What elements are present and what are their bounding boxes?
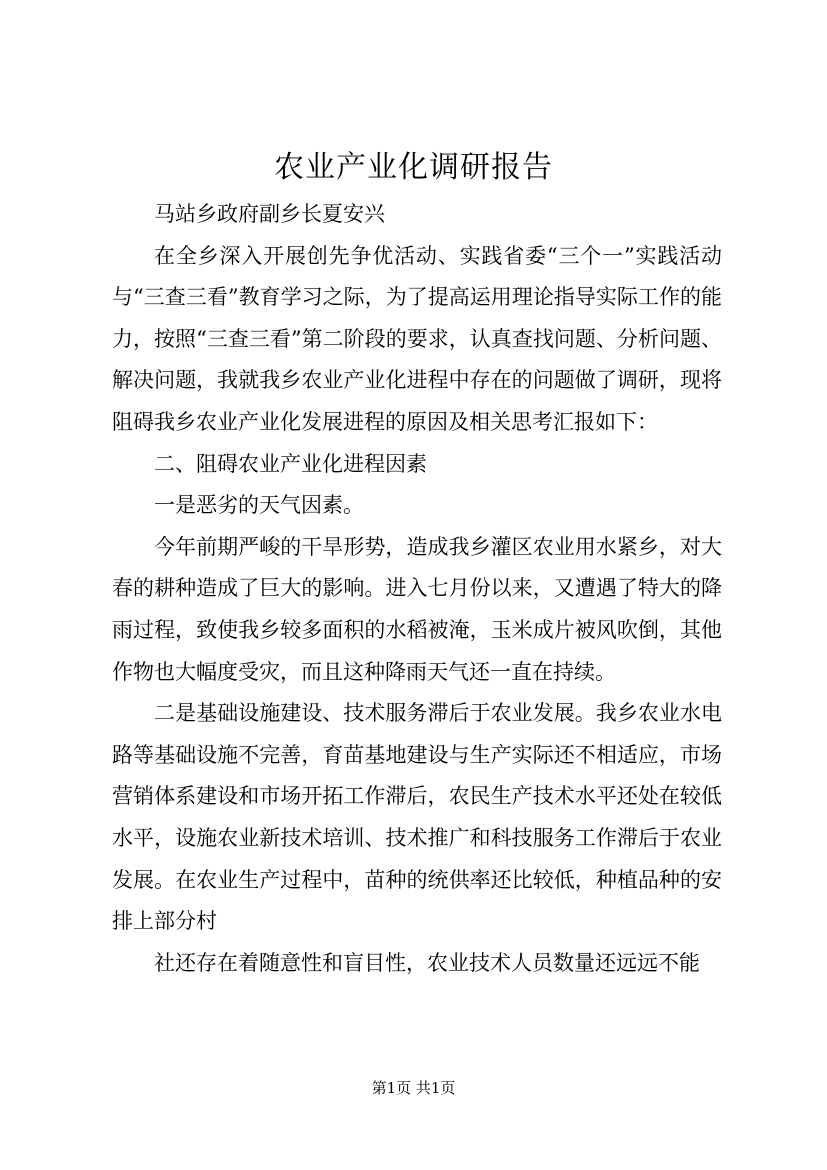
document-body: [112, 194, 722, 984]
page-footer: 第1页 共1页: [371, 1079, 456, 1097]
document-title: 农业产业化调研报告: [274, 150, 553, 185]
paragraph-infrastructure: 二是基础设施建设、技术服务滞后于农业发展。我乡农业水电路等基础设施不完善，育苗基地建设与生产实际还不相适应，市场营销体系建设和市场开拓工作滞后，农民生产技术水平还处在较低水平，设施农业新技术培训、技术推广和科技服务工作滞后于农业发展。在农业生产过程中，苗种的统供率还比较低，种植品种的安排上部分村: [112, 701, 722, 934]
paragraph-continued: 社还存在着随意性和盲目性，农业技术人员数量还远远不能: [154, 950, 700, 975]
section-heading: 二、阻碍农业产业化进程因素: [154, 451, 427, 476]
author-line: 马站乡政府副乡长夏安兴: [154, 202, 385, 226]
point-one-heading: 一是恶劣的天气因素。: [154, 493, 364, 518]
paragraph-weather: 今年前期严峻的干旱形势，造成我乡灌区农业用水紧乡，对大春的耕种造成了巨大的影响。进入七月份以来，又遭遇了特大的降雨过程，致使我乡较多面积的水稻被淹，玉米成片被风吹倒，其他作物也大幅度受灾，而且这种降雨天气还一直在持续。: [112, 534, 722, 684]
paragraph-intro: 在全乡深入开展创先争优活动、实践省委“三个一”实践活动与“三查三看”教育学习之际，为了提高运用理论指导实际工作的能力，按照“三查三看”第二阶段的要求，认真查找问题、分析问题、解决问题，我就我乡农业产业化进程中存在的问题做了调研，现将阻碍我乡农业产业化发展进程的原因及相关思考汇报如下：: [112, 243, 722, 434]
